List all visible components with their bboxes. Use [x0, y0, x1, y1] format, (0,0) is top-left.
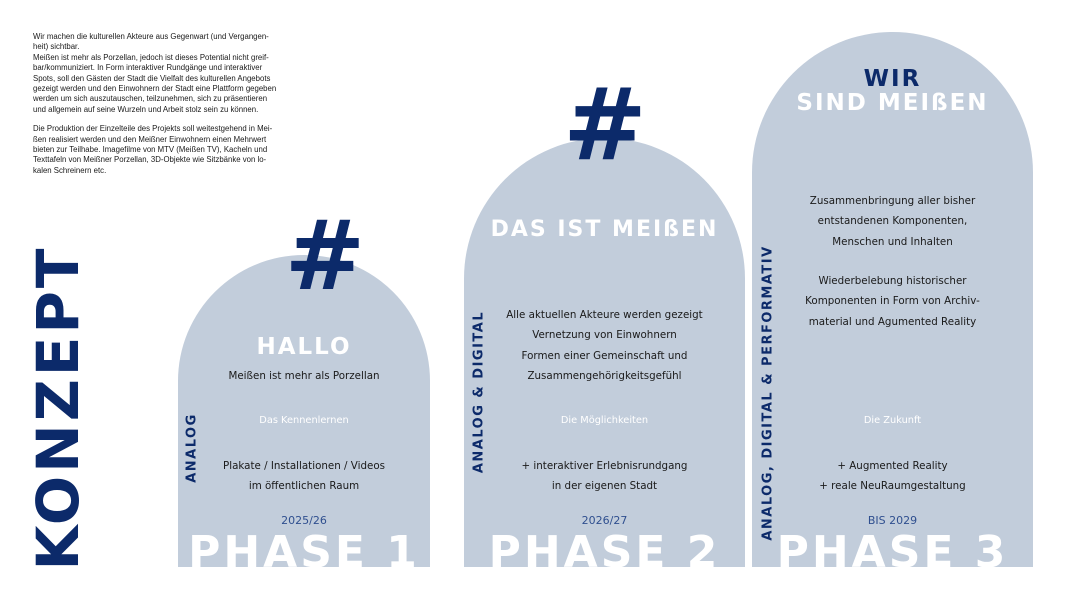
phase-2-description: Alle aktuellen Akteure werden gezeigt Vernetzung von Einwohnern Formen einer Gemeinschaft und Zusammengehörigkeitsgefühl [506, 309, 703, 383]
phase-3-label: PHASE 3 [776, 527, 1009, 567]
phase-1-hash-icon: # [284, 200, 366, 312]
phase-2-media: + interaktiver Erlebnisrundgang in der eigenen Stadt [521, 460, 688, 493]
phase-3-subtitle: Die Zukunft [863, 415, 922, 426]
phase-2-year: 2026/27 [581, 514, 628, 527]
phase-3-arch [752, 32, 1033, 567]
phase-3-title-line-2: SIND MEIßEN [796, 90, 989, 117]
phase-2-title: DAS IST MEIßEN [490, 217, 719, 242]
phase-3-title-line-1: WIR [863, 66, 922, 92]
phase-1-year: 2025/26 [281, 514, 327, 527]
intro-paragraph-2: Die Produktion der Einzelteile des Projekts soll weitestgehend in Mei- ßen realisiert werden und den Meißner Einwohnern einen Mehrwert bieten zur Teilhabe. Imagefilme von MTV (Meißen TV), Kacheln und Texttafeln von Meißner Porzellan, 3D-Objekte wie Sitzbänke von lo- kalen Schreinern etc. [33, 124, 273, 175]
phase-1-media: Plakate / Installationen / Videos im öffentlichen Raum [223, 460, 385, 493]
phase-2-label: PHASE 2 [488, 527, 721, 567]
phase-3-year: BIS 2029 [867, 514, 918, 527]
phase-1-label: PHASE 1 [188, 527, 420, 567]
phase-1-subtitle: Das Kennenlernen [259, 415, 349, 426]
phase-2-subtitle: Die Möglichkeiten [560, 415, 649, 426]
side-title: KONZEPT [24, 245, 92, 571]
phase-1-title: HALLO [256, 334, 352, 360]
phase-1-description: Meißen ist mehr als Porzellan [228, 370, 380, 382]
phase-1-vertical-label: ANALOG [184, 413, 200, 483]
phase-2-vertical-label: ANALOG & DIGITAL [471, 310, 487, 474]
intro-paragraph-1: Wir machen die kulturellen Akteure aus Gegenwart (und Vergangen- heit) sichtbar. Meißen ist mehr als Porzellan, jedoch ist dieses Potential nicht greif- bar/kommuniziert. In Form interaktiver Rundgänge und interaktiver Spots, soll den Gästen der Stadt die Vielfalt des kulturellen Angebots gezeigt werden und den Einwohnern der Stadt eine Plattform gegeben werden um sich auszutauschen, teilzunehmen, sich zu präsentieren und allgemein auf seine Wurzeln und Arbeit stolz sein zu können. [33, 32, 277, 114]
intro-text [33, 32, 298, 185]
phase-3-description-2: Wiederbelebung historischer Komponenten in Form von Archiv- material und Agumented Reality [805, 275, 980, 328]
phase-2-hash-icon: # [563, 66, 647, 183]
phase-3-description: Zusammenbringung aller bisher entstandenen Komponenten, Menschen und Inhalten [809, 195, 976, 248]
phase-3-media: + Augmented Reality + reale NeuRaumgestaltung [819, 460, 966, 493]
phase-3-vertical-label: ANALOG, DIGITAL & PERFORMATIV [760, 245, 776, 541]
phase-2-arch [464, 138, 745, 567]
phase-3-title [752, 67, 1033, 115]
